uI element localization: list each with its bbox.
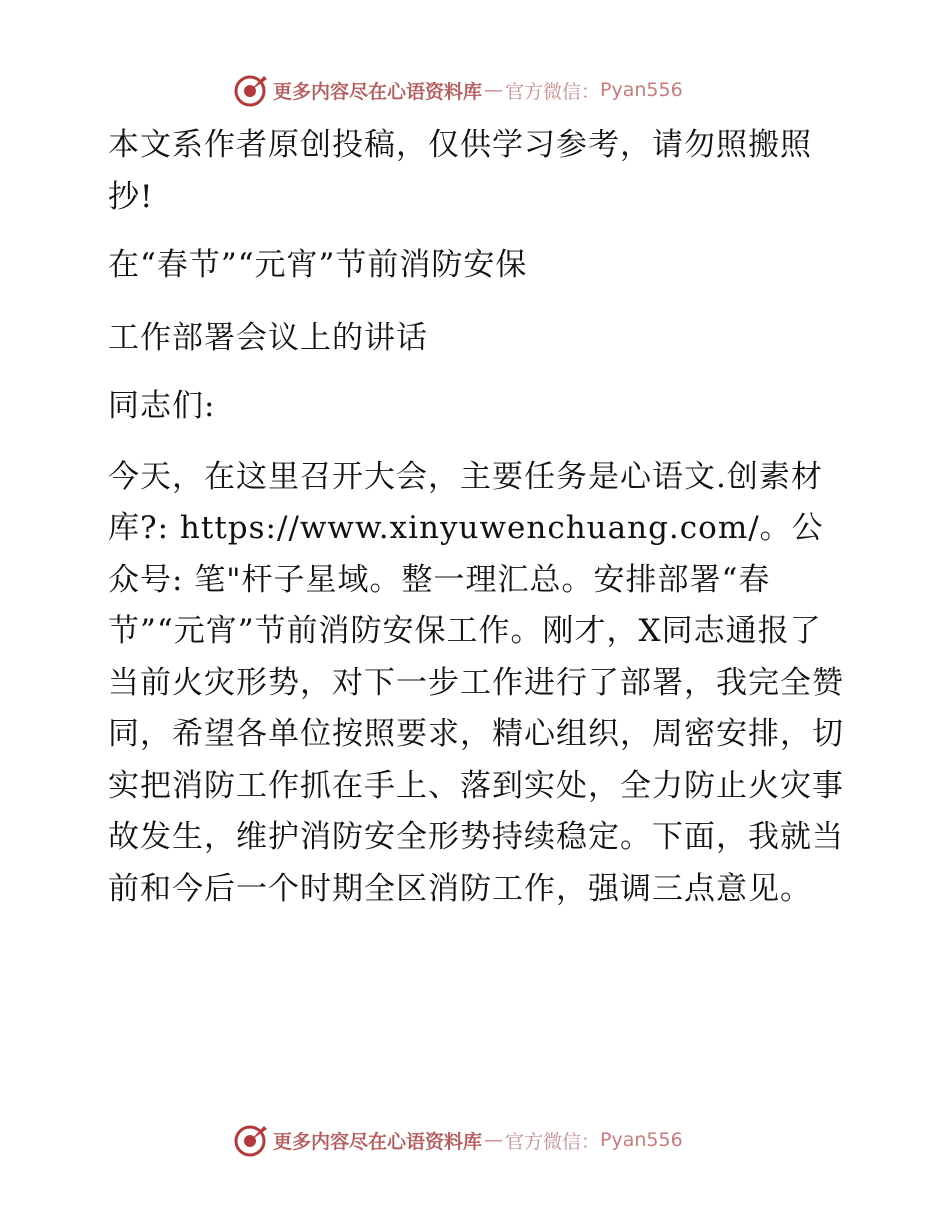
banner-main-text: 更多内容尽在心语资料库 <box>273 1130 483 1153</box>
footer-watermark-banner <box>233 1120 733 1160</box>
banner-wechat-id: Pyan556 <box>600 79 683 101</box>
notice-paragraph: 本文系作者原创投稿，仅供学习参考，请勿照搬照抄! <box>108 127 812 215</box>
document-title-line-2: 工作部署会议上的讲话 <box>108 319 428 356</box>
document-body <box>98 120 848 915</box>
header-watermark-banner <box>233 70 733 110</box>
banner-separator: — <box>484 1129 504 1151</box>
banner-wechat-id: Pyan556 <box>600 1129 683 1151</box>
pen-logo-icon <box>233 72 269 108</box>
salutation: 同志们: <box>108 388 216 424</box>
banner-sub-text: 官方微信： <box>505 1130 601 1153</box>
document-title-line-1: 在“春节”“元宵”节前消防安保 <box>108 247 528 283</box>
pen-logo-icon <box>233 1122 269 1158</box>
banner-main-text: 更多内容尽在心语资料库 <box>273 80 483 103</box>
body-paragraph: 今天，在这里召开大会，主要任务是心语文.创素材库?: https://www.xinyuwenchuang.com/。公众号: 笔"杆子星域。整一理汇总。安排部署“春节”“元宵”节前消防安保工作。刚才，X同志通报了当前火灾形势，对下一步工作进行了部署，我完全赞同，希望各单位按照要求，精心组织，周密安排，切实把消防工作抓在手上、落到实处，全力防止火灾事故发生，维护消防安全形势持续稳定。下面，我就当前和今后一个时期全区消防工作，强调三点意见。 <box>108 458 844 907</box>
banner-separator: — <box>484 79 504 101</box>
banner-sub-text: 官方微信： <box>505 80 601 103</box>
